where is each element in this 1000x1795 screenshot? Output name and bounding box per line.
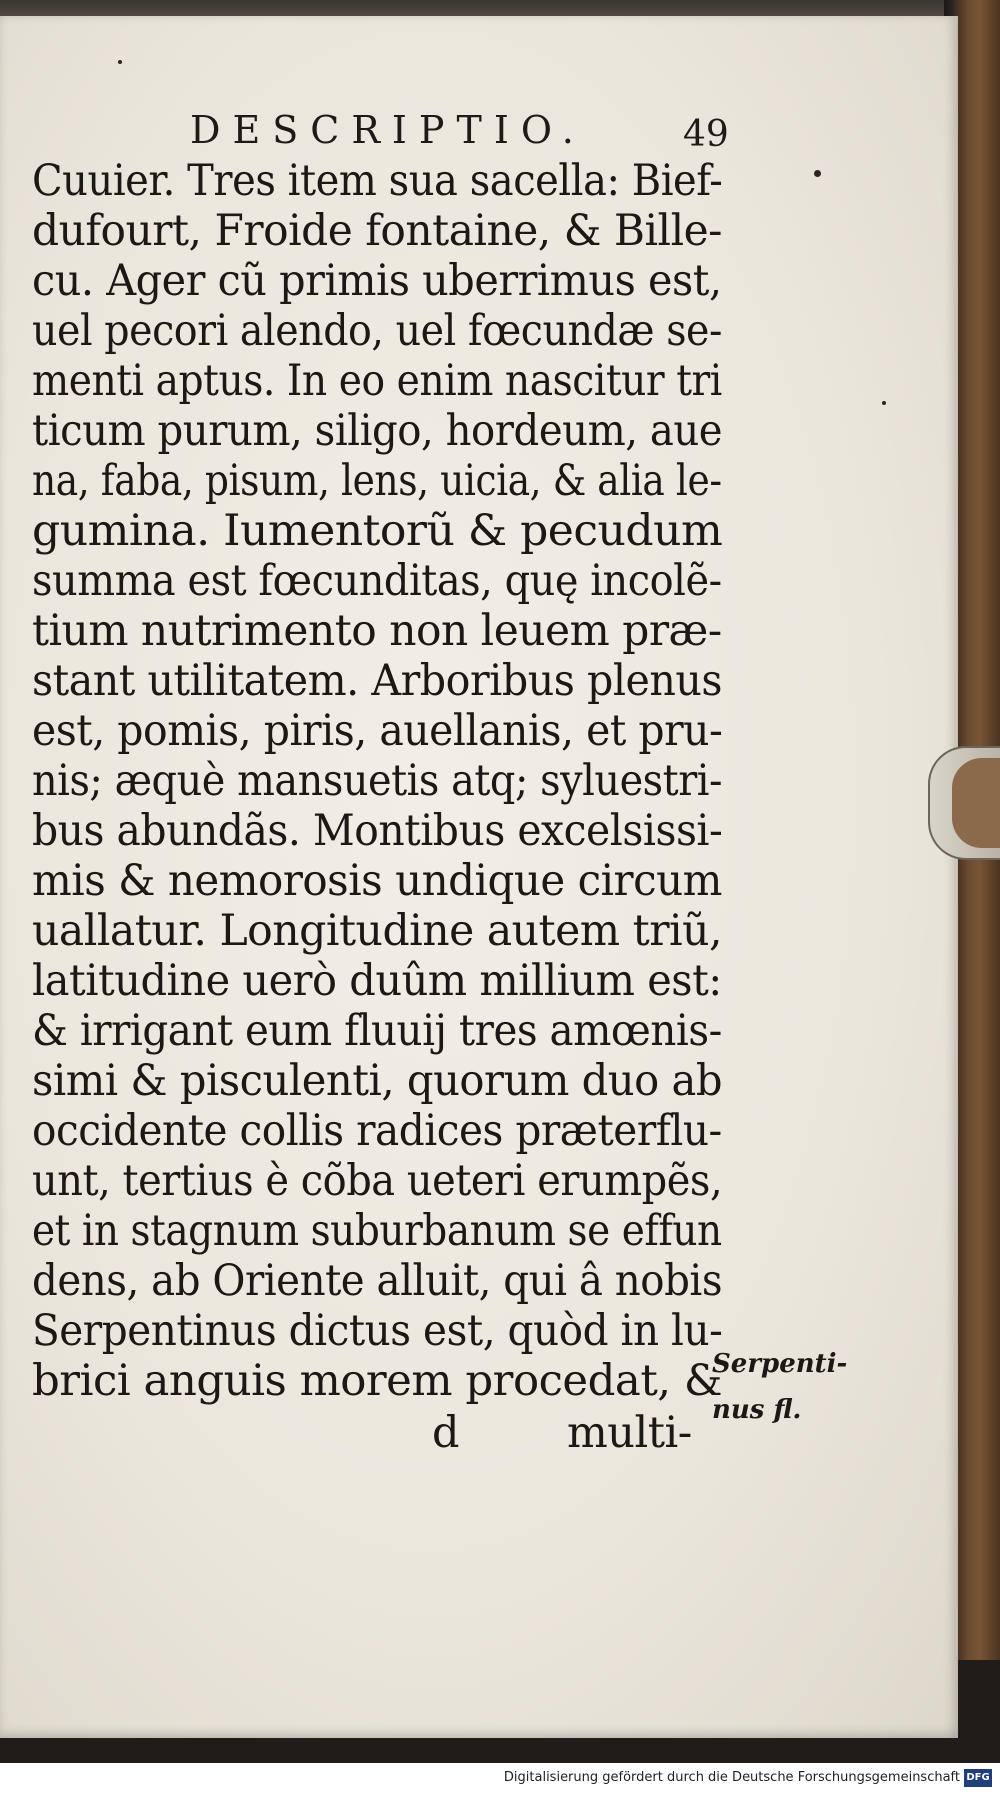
- marginal-note: [712, 1341, 847, 1433]
- text-line: Serpentinus dictus est, quòd in lu-: [32, 1306, 723, 1356]
- text-line: na, faba, pisum, lens, uicia, & alia le-: [32, 456, 722, 506]
- paper-page: [0, 16, 958, 1738]
- text-line: et in stagnum suburbanum se effun: [32, 1206, 722, 1256]
- text-line: dens, ab Oriente alluit, qui â nobis: [32, 1256, 723, 1306]
- page-tab-marker-inner: [952, 758, 1000, 848]
- ink-speck: [814, 170, 821, 177]
- text-line: gumina. Iumentorũ & pecudum: [32, 506, 723, 556]
- text-line: menti aptus. In eo enim nascitur tri: [32, 356, 722, 406]
- ink-speck: [882, 401, 886, 405]
- marginal-note-line: nus fl.: [712, 1395, 802, 1425]
- page-number: 49: [683, 114, 729, 155]
- signature-mark: d: [432, 1408, 460, 1458]
- marginal-note-line: Serpenti-: [712, 1349, 848, 1379]
- text-line: occidente collis radices præterflu-: [32, 1106, 722, 1156]
- footer-strip: [0, 1763, 1000, 1795]
- text-line: nis; æquè mansuetis atq; syluestri-: [32, 756, 723, 806]
- text-line: mis & nemorosis undique circum: [32, 856, 722, 906]
- text-line: stant utilitatem. Arboribus plenus: [32, 656, 723, 706]
- page-tab-marker: [928, 746, 1000, 860]
- text-line: bus abundãs. Montibus excelsissi-: [32, 806, 723, 856]
- text-line: tium nutrimento non leuem præ-: [32, 606, 722, 656]
- text-line: cu. Ager cũ primis uberrimus est,: [32, 256, 722, 306]
- footer-attribution: Digitalisierung gefördert durch die Deutsche Forschungsgemeinschaft: [503, 1770, 960, 1785]
- text-line: summa est fœcunditas, quę incolẽ-: [32, 556, 722, 606]
- text-line: brici anguis morem procedat, &: [32, 1356, 723, 1406]
- text-line: uallatur. Longitudine autem triũ,: [32, 906, 723, 956]
- catchword: multi-: [567, 1408, 692, 1458]
- text-line: uel pecori alendo, uel fœcundæ se-: [32, 306, 722, 356]
- text-line: Cuuier. Tres item sua sacella: Bief-: [32, 156, 723, 206]
- text-line: latitudine uerò duûm millium est:: [32, 956, 722, 1006]
- text-line: ticum purum, siligo, hordeum, aue: [32, 406, 723, 456]
- ink-speck: [118, 60, 122, 64]
- text-line: dufourt, Froide fontaine, & Bille-: [32, 206, 722, 256]
- text-line: & irrigant eum fluuij tres amœnis-: [32, 1006, 722, 1056]
- text-line: unt, tertius è cõba ueteri erumpẽs,: [32, 1156, 723, 1206]
- running-head: DESCRIPTIO.: [190, 108, 586, 152]
- text-line: est, pomis, piris, auellanis, et pru-: [32, 706, 723, 756]
- dfg-logo: DFG: [964, 1769, 992, 1787]
- text-line: simi & pisculenti, quorum duo ab: [32, 1056, 723, 1106]
